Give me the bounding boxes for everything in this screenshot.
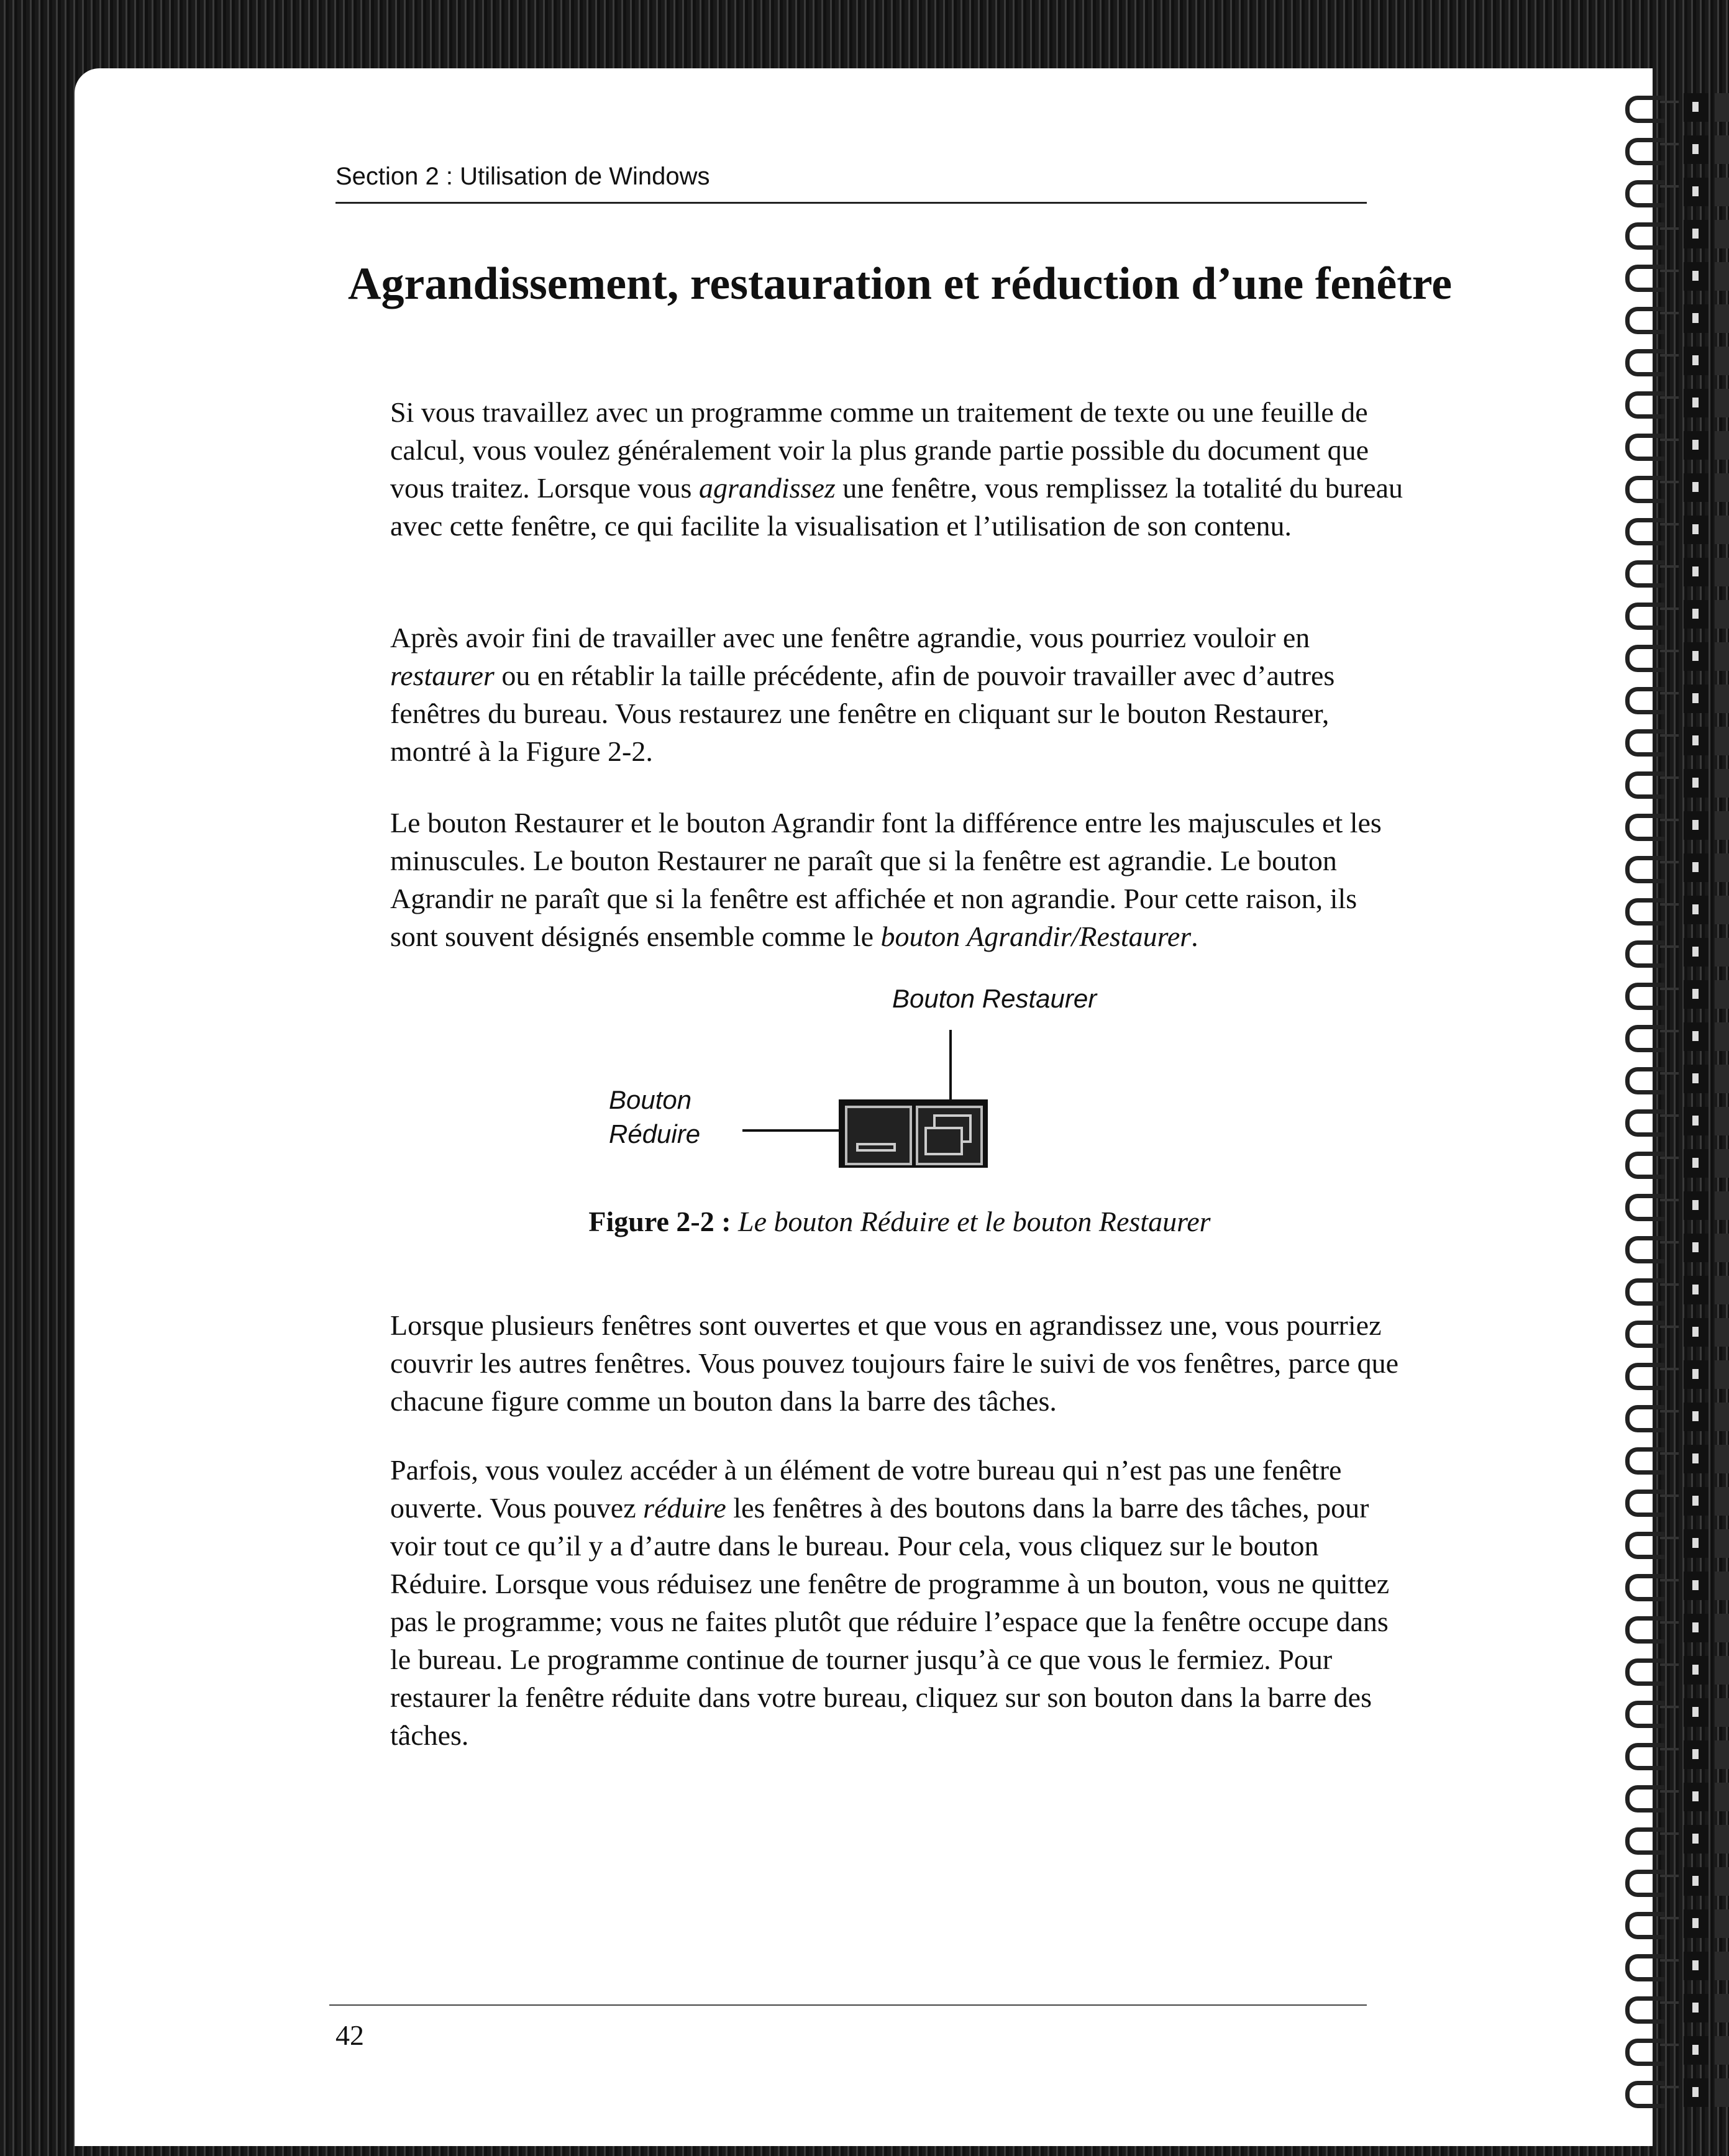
- binding-coil: [1622, 431, 1729, 460]
- header-rule: [335, 202, 1367, 204]
- binding-coil: [1622, 1825, 1729, 1854]
- binding-coil: [1622, 1191, 1729, 1220]
- minimize-button-label-line2: Réduire: [609, 1119, 701, 1149]
- binding-coil: [1622, 389, 1729, 417]
- binding-coil: [1622, 135, 1729, 164]
- restore-button-label: Bouton Restaurer: [892, 984, 1097, 1013]
- binding-coil: [1622, 1445, 1729, 1473]
- binding-coil: [1622, 304, 1729, 333]
- figure-caption: Figure 2-2 : Le bouton Réduire et le bouton Restaurer: [588, 1206, 1211, 1237]
- binding-coil: [1622, 1909, 1729, 1938]
- binding-coil: [1622, 473, 1729, 502]
- binding-coil: [1622, 1614, 1729, 1642]
- binding-coil: [1622, 347, 1729, 375]
- minimize-pointer-line: [742, 1129, 839, 1132]
- spiral-binding: [1622, 93, 1729, 2149]
- binding-coil: [1622, 558, 1729, 586]
- binding-coil: [1622, 642, 1729, 671]
- binding-coil: [1622, 896, 1729, 924]
- binding-coil: [1622, 1529, 1729, 1558]
- binding-coil: [1622, 980, 1729, 1009]
- restore-pointer-line: [949, 1030, 952, 1099]
- paragraph-2: Après avoir fini de travailler avec une fenêtre agrandie, vous pourriez vouloir en restaurer ou en rétablir la taille précédente, afin de pouvoir travailler avec d’autres fenêtres du bureau. Vous restaurez une fenêtre en cliquant sur le bouton Restaurer, montré à la Figure 2-2.: [390, 622, 1335, 767]
- binding-coil: [1622, 811, 1729, 840]
- binding-coil: [1622, 1276, 1729, 1304]
- binding-coil: [1622, 1487, 1729, 1516]
- binding-coil: [1622, 1698, 1729, 1727]
- paragraph-1: Si vous travaillez avec un programme comme un traitement de texte ou une feuille de calcul, vous voulez généralement voir la plus grande partie possible du document que vous traitez. Lorsque vous agrandissez une fenêtre, vous remplissez la totalité du bureau avec cette fenêtre, ce qui facilite la visualisation et l’utilisation de son contenu.: [390, 396, 1403, 542]
- binding-coil: [1622, 220, 1729, 248]
- binding-coil: [1622, 1234, 1729, 1262]
- binding-coil: [1622, 685, 1729, 713]
- binding-coil: [1622, 93, 1729, 122]
- binding-coil: [1622, 1107, 1729, 1135]
- page-number: 42: [335, 2019, 364, 2051]
- binding-coil: [1622, 1149, 1729, 1178]
- binding-coil: [1622, 516, 1729, 544]
- binding-coil: [1622, 1065, 1729, 1093]
- binding-coil: [1622, 1656, 1729, 1685]
- paragraph-4: Lorsque plusieurs fenêtres sont ouvertes et que vous en agrandissez une, vous pourriez couvrir les autres fenêtres. Vous pouvez toujours faire le suivi de vos fenêtres, parce que chacune figure comme un bouton dans la barre des tâches.: [390, 1309, 1399, 1417]
- restore-button-icon: [916, 1106, 983, 1165]
- binding-coil: [1622, 1572, 1729, 1600]
- binding-coil: [1622, 727, 1729, 755]
- page-title: Agrandissement, restauration et réduction d’une fenêtre: [348, 258, 1453, 309]
- binding-coil: [1622, 1403, 1729, 1431]
- titlebar-buttons-image: [839, 1099, 988, 1168]
- binding-coil: [1622, 1022, 1729, 1051]
- binding-coil: [1622, 1360, 1729, 1389]
- binding-coil: [1622, 2078, 1729, 2107]
- binding-coil: [1622, 1783, 1729, 1811]
- footer-rule: [329, 2004, 1367, 2006]
- paragraph-3: Le bouton Restaurer et le bouton Agrandir font la différence entre les majuscules et les minuscules. Le bouton Restaurer ne paraît que si la fenêtre est agrandie. Le bouton Agrandir ne paraît que si la fenêtre est affichée et non agrandie. Pour cette raison, ils sont souvent désignés ensemble comme le bouton Agrandir/Restaurer.: [390, 807, 1382, 952]
- binding-coil: [1622, 600, 1729, 629]
- binding-coil: [1622, 1994, 1729, 2022]
- paragraph-5: Parfois, vous voulez accéder à un élément de votre bureau qui n’est pas une fenêtre ouverte. Vous pouvez réduire les fenêtres à des boutons dans la barre des tâches, pour voir tout ce qu’il y a d’autre dans le bureau. Pour cela, vous cliquez sur le bouton Réduire. Lorsque vous réduisez une fenêtre de programme à un bouton, vous ne quittez pas le programme; vous ne faites plutôt que réduire l’espace que la fenêtre occupe dans le bureau. Le programme continue de tourner jusqu’à ce que vous le fermiez. Pour restaurer la fenêtre réduite dans votre bureau, cliquez sur son bouton dans la barre des tâches.: [390, 1454, 1390, 1751]
- binding-coil: [1622, 2036, 1729, 2065]
- binding-coil: [1622, 769, 1729, 798]
- binding-coil: [1622, 1740, 1729, 1769]
- minimize-button-icon: [845, 1106, 912, 1165]
- binding-coil: [1622, 1952, 1729, 1980]
- binding-coil: [1622, 938, 1729, 967]
- binding-coil: [1622, 262, 1729, 291]
- binding-coil: [1622, 853, 1729, 882]
- binding-coil: [1622, 1318, 1729, 1347]
- binding-coil: [1622, 1867, 1729, 1896]
- running-header: Section 2 : Utilisation de Windows: [335, 163, 710, 190]
- minimize-button-label-line1: Bouton: [609, 1085, 692, 1114]
- binding-coil: [1622, 178, 1729, 206]
